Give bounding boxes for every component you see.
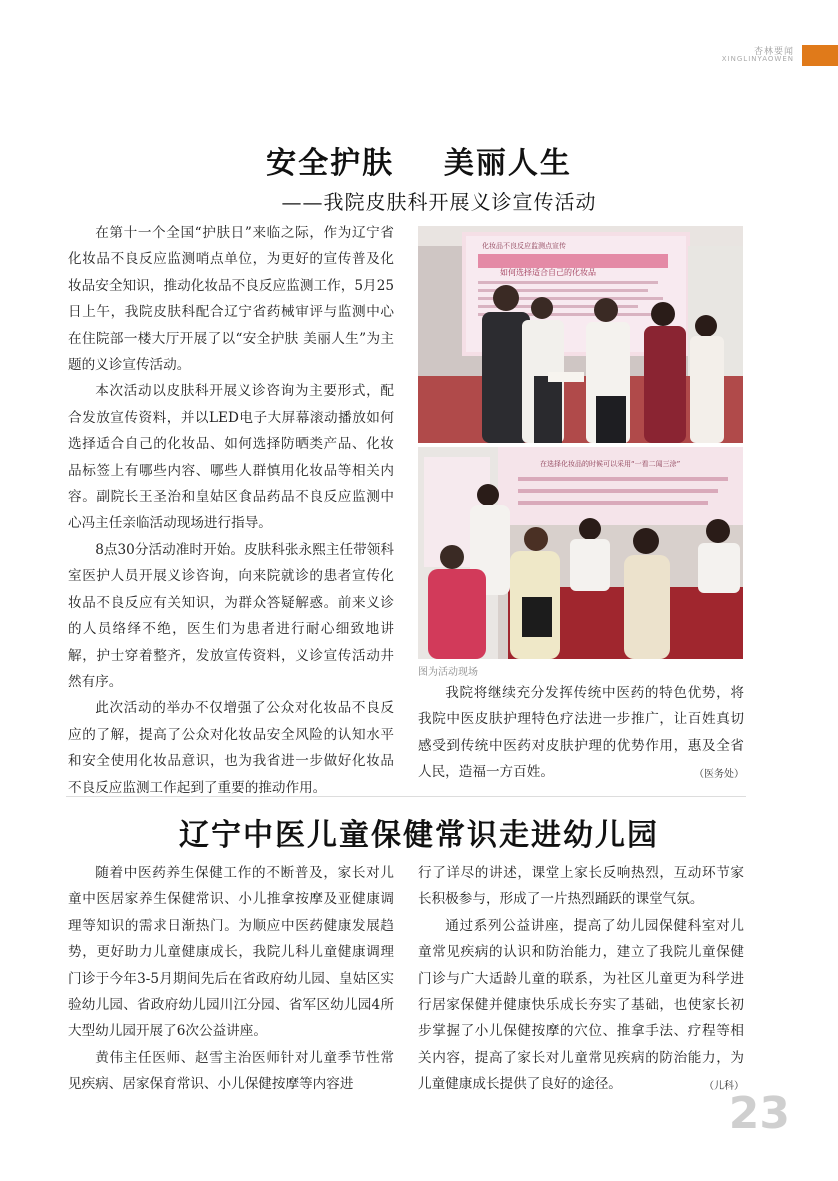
article1-paragraph: 本次活动以皮肤科开展义诊咨询为主要形式，配合发放宣传资料，并以LED电子大屏幕滚动播放如何选择适合自己的化妆品、如何选择防晒类产品、化妆品标签上有哪些内容、哪些人群慎用化妆品等相关内容。副院长王圣治和皇姑区食品药品不良反应监测中心冯主任亲临活动现场进行指导。 — [68, 383, 394, 532]
article2-paragraph: 通过系列公益讲座，提高了幼儿园保健科室对儿童常见疾病的认识和防治能力，建立了我院儿童保健门诊与广大适龄儿童的联系，为社区儿童更为科学进行居家保健并健康快乐成长夯实了基础，也使家长初步掌握了小儿保健按摩的穴位、推拿手法、疗程等相关内容，提高了家长对儿童常见疾病的防治能力，为儿童健康成长提供了良好的途径。 — [418, 917, 744, 1093]
article2-left-column — [68, 860, 394, 1098]
event-photo-1-image — [418, 226, 743, 443]
page-number: 23 — [728, 1088, 790, 1139]
article1-paragraph: 我院将继续充分发挥传统中医药的特色优势，将我院中医皮肤护理特色疗法进一步推广，让百姓真切感受到传统中医药对皮肤护理的优势作用，惠及全省人民，造福一方百姓。 — [418, 685, 744, 781]
section-accent-bar — [802, 45, 838, 66]
article2-signature: （儿科） — [704, 1080, 744, 1092]
article1-subtitle: ——我院皮肤科开展义诊宣传活动 — [281, 190, 597, 214]
article1-right-column — [418, 680, 744, 788]
article1-paragraph: 8点30分活动准时开始。皮肤科张永熙主任带领科室医护人员开展义诊咨询，向来院就诊的患者宣传化妆品不良反应有关知识，为群众答疑解惑。前来义诊的人员络绎不绝，医生们为患者进行耐心细致地讲解，护士穿着整齐，发放宣传资料，义诊宣传活动井然有序。 — [68, 541, 394, 690]
article2-paragraph: 随着中医药养生保健工作的不断普及，家长对儿童中医居家养生保健常识、小儿推拿按摩及亚健康调理等知识的需求日渐热门。为顺应中医药健康发展趋势，更好助力儿童健康成长，我院儿科儿童健康调理门诊于今年3-5月期间先后在省政府幼儿园、皇姑区实验幼儿园、省政府幼儿园川江分园、省军区幼儿园4所大型幼儿园开展了6次公益讲座。 — [68, 865, 394, 1040]
section-header-cn: 杏林要闻 — [753, 47, 794, 57]
article2-paragraph: 黄伟主任医师、赵雪主治医师针对儿童季节性常见疾病、居家保育常识、小儿保健按摩等内容进 — [68, 1049, 394, 1093]
article1-signature: （医务处） — [694, 768, 744, 780]
event-photo-consultation — [418, 226, 743, 443]
event-photo-2-image — [418, 447, 743, 659]
photo-caption: 图为活动现场 — [418, 667, 478, 678]
article1-paragraph: 在第十一个全国“护肤日”来临之际，作为辽宁省化妆品不良反应监测哨点单位，为更好的宣传普及化妆品安全知识，推动化妆品不良反应监测工作，5月25日上午，我院皮肤科配合辽宁省药械审评与监测中心在住院部一楼大厅开展了以“安全护肤 美丽人生”为主题的义诊宣传活动。 — [68, 225, 394, 374]
article1-title: 安全护肤 美丽人生 — [266, 146, 572, 181]
section-header-en: XINGLINYAOWEN — [721, 55, 794, 63]
article1-paragraph: 此次活动的举办不仅增强了公众对化妆品不良反应的了解，提高了公众对化妆品安全风险的认知水平和安全使用化妆品意识，也为我省进一步做好化妆品不良反应监测工作起到了重要的推动作用。 — [68, 700, 394, 796]
article2-title: 辽宁中医儿童保健常识走进幼儿园 — [179, 818, 659, 853]
event-photo-clinic — [418, 447, 743, 659]
article2-right-column — [418, 860, 744, 1100]
screen-line: 如何选择适合自己的化妆品 — [500, 268, 596, 277]
article2-paragraph: 行了详尽的讲述，课堂上家长反响热烈，互动环节家长积极参与，形成了一片热烈踊跃的课堂气氛。 — [418, 865, 744, 908]
screen-line: 在选择化妆品的时候可以采用“一看二闻三涂” — [540, 460, 681, 468]
article-divider — [66, 796, 746, 797]
article1-photos — [418, 226, 743, 678]
screen-title: 化妆品不良反应监测点宣传 — [482, 242, 566, 250]
article1-left-column — [68, 220, 394, 801]
